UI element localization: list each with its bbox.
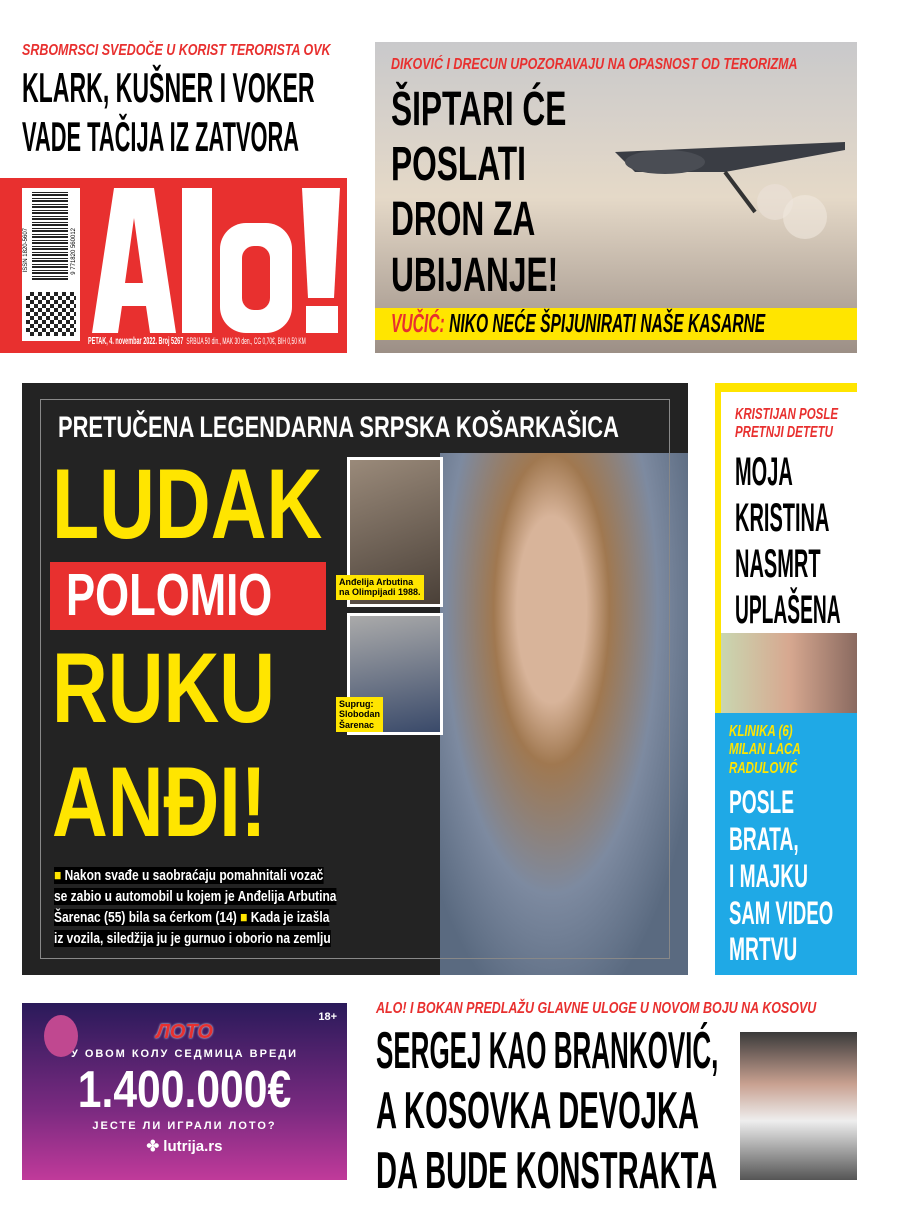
couple-photo bbox=[721, 633, 857, 713]
headline-polomio: POLOMIO bbox=[66, 562, 273, 628]
kicker: KLINIKA (6) bbox=[729, 723, 793, 740]
headline-line: UPLAŠENA bbox=[735, 587, 841, 632]
loto-ad[interactable] bbox=[22, 1003, 347, 1180]
barcode-number: 9 771820 560012 bbox=[71, 228, 77, 275]
headline-line: DRON ZA bbox=[391, 193, 536, 247]
headline-line: VADE TAČIJA IZ ZATVORA bbox=[22, 112, 300, 160]
kicker: SRBOMRSCI SVEDOČE U KORIST TERORISTA OVK bbox=[22, 42, 331, 59]
headline-ruku: RUKU bbox=[52, 632, 276, 743]
age-badge: 18+ bbox=[318, 1011, 337, 1023]
headline-line: SERGEJ KAO BRANKOVIĆ, bbox=[376, 1022, 719, 1081]
ad-brand: ЛОТО bbox=[156, 1021, 213, 1043]
headline-line: MOJA bbox=[735, 449, 793, 494]
headline-line: DA BUDE KONSTRAKTA bbox=[376, 1141, 718, 1200]
kicker: PRETUČENA LEGENDARNA SRPSKA KOŠARKAŠICA bbox=[58, 411, 619, 444]
kicker: RADULOVIĆ bbox=[729, 759, 798, 777]
headline-line: BRATA, bbox=[729, 820, 799, 857]
bottom-story[interactable] bbox=[376, 1000, 817, 1202]
lead-text: ■ Nakon svađe u saobraćaju pomahnitali vozač se zabio u automobil u kojem je Anđelija Arbutina Šarenac (55) bila sa ćerkom (14) ■ Kada je izašla iz vozila, siledžija ju je gurnuo i oborio na zemlju bbox=[54, 867, 337, 947]
side-story-1[interactable] bbox=[715, 383, 857, 713]
logo bbox=[92, 188, 342, 333]
top-left-story[interactable] bbox=[22, 42, 352, 161]
kicker: PRETNJI DETETU bbox=[735, 424, 833, 442]
qr-code bbox=[26, 292, 76, 336]
headline-line: POSLATI bbox=[391, 138, 526, 192]
kicker: ALO! I BOKAN PREDLAŽU GLAVNE ULOGE U NOVOM BOJU NA KOSOVU bbox=[376, 1000, 817, 1017]
ad-site: ✤ lutrija.rs bbox=[146, 1138, 223, 1156]
ad-amount: 1.400.000€ bbox=[77, 1060, 292, 1119]
masthead bbox=[0, 178, 347, 353]
headline-line: UBIJANJE! bbox=[391, 248, 559, 302]
headline-line: NASMRT bbox=[735, 541, 821, 586]
headline-ludak: LUDAK bbox=[52, 448, 323, 559]
main-story[interactable] bbox=[22, 383, 688, 975]
headline-line: MRTVU bbox=[729, 931, 798, 968]
headline-line: KRISTINA bbox=[735, 495, 830, 540]
headline-line: I MAJKU bbox=[729, 857, 808, 894]
headline-line: SAM VIDEO bbox=[729, 894, 834, 931]
caption-1: Anđelija Arbutina na Olimpijadi 1988. bbox=[336, 575, 424, 600]
issn: ISSN 1820-5607 bbox=[23, 228, 29, 273]
headline-line: A KOSOVKA DEVOJKA bbox=[376, 1082, 700, 1141]
date-line: PETAK, 4. novembar 2022. Broj 5267 SRBIJA 50 din., MAK 30 den., CG 0,70€, BIH 0,50 KM bbox=[88, 336, 306, 347]
side-story-2[interactable] bbox=[715, 713, 857, 975]
headline bbox=[391, 82, 657, 303]
caption-2: Suprug: Slobodan Šarenac bbox=[336, 697, 383, 732]
barcode-area bbox=[22, 188, 80, 341]
ad-line1: У ОВОМ КОЛУ СЕДМИЦА ВРЕДИ bbox=[70, 1048, 299, 1060]
kicker: MILAN LACA bbox=[729, 741, 801, 759]
headline-line: KLARK, KUŠNER I VOKER bbox=[22, 64, 315, 112]
top-right-story[interactable] bbox=[375, 42, 857, 353]
kicker: KRISTIJAN POSLE bbox=[735, 406, 839, 423]
subheadline-bar bbox=[375, 308, 857, 340]
balloon-icon bbox=[44, 1015, 78, 1057]
subheadline: VUČIĆ: NIKO NEĆE ŠPIJUNIRATI NAŠE KASARNE bbox=[391, 308, 766, 338]
headline-line: ŠIPTARI ĆE bbox=[391, 83, 567, 136]
headline-line: POSLE bbox=[729, 784, 795, 821]
barcode bbox=[32, 192, 68, 280]
kicker: DIKOVIĆ I DRECUN UPOZORAVAJU NA OPASNOST OD TERORIZMA bbox=[391, 56, 798, 73]
headline-andji: ANĐI! bbox=[52, 746, 267, 857]
ad-line2: ЈЕСТЕ ЛИ ИГРАЛИ ЛОТО? bbox=[92, 1120, 277, 1133]
actress-photo bbox=[740, 1032, 857, 1180]
lutrija-logo-icon: ✤ bbox=[146, 1138, 160, 1156]
